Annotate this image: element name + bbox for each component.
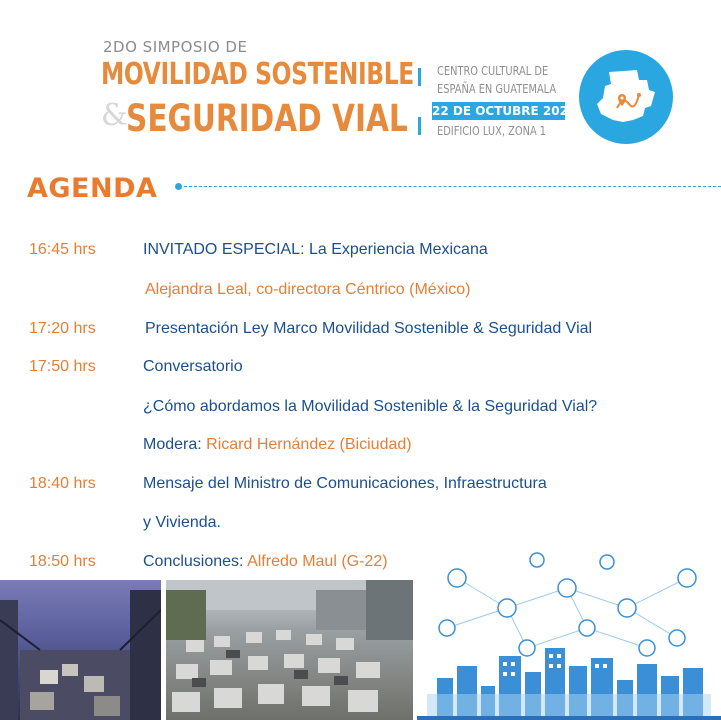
venue-line1: CENTRO CULTURAL DE bbox=[437, 64, 549, 78]
agenda-time: 18:50 hrs bbox=[29, 553, 96, 570]
venue-address: EDIFICIO LUX, ZONA 1 bbox=[437, 124, 547, 138]
smart-city-illustration bbox=[417, 548, 721, 720]
moderator-name: Ricard Hernández (Biciudad) bbox=[206, 436, 412, 453]
divider-bar-bottom bbox=[418, 117, 421, 135]
conclusions-label: Conclusiones: bbox=[143, 553, 244, 570]
street-traffic-photo bbox=[0, 580, 161, 720]
guatemala-map-logo bbox=[579, 50, 673, 144]
event-title-line1: MOVILIDAD SOSTENIBLE bbox=[101, 57, 414, 92]
divider-bar-top bbox=[418, 68, 421, 86]
agenda-divider-line bbox=[184, 186, 721, 187]
agenda-description: Presentación Ley Marco Movilidad Sostenible & Seguridad Vial bbox=[145, 320, 593, 337]
agenda-time: 17:20 hrs bbox=[29, 320, 96, 337]
agenda-description: y Vivienda. bbox=[143, 514, 221, 531]
traffic-jam-photo bbox=[166, 580, 413, 720]
venue-line2: ESPAÑA EN GUATEMALA bbox=[437, 82, 557, 96]
moderator-label: Modera: bbox=[143, 436, 202, 453]
agenda-time: 18:40 hrs bbox=[29, 475, 96, 492]
agenda-heading: AGENDA bbox=[27, 173, 158, 204]
agenda-description: Mensaje del Ministro de Comunicaciones, Infraestructura bbox=[143, 475, 547, 492]
agenda-description: INVITADO ESPECIAL: La Experiencia Mexicana bbox=[143, 241, 488, 258]
event-title-line2: SEGURIDAD VIAL bbox=[126, 97, 408, 140]
agenda-description: ¿Cómo abordamos la Movilidad Sostenible & la Seguridad Vial? bbox=[143, 398, 598, 415]
event-title-ampersand: & bbox=[101, 98, 128, 133]
agenda-description: Conversatorio bbox=[143, 358, 243, 375]
agenda-divider-dot bbox=[175, 183, 182, 190]
agenda-time: 16:45 hrs bbox=[29, 241, 96, 258]
agenda-time: 17:50 hrs bbox=[29, 358, 96, 375]
agenda-conclusions bbox=[143, 553, 388, 571]
symposium-edition: 2DO SIMPOSIO DE bbox=[103, 38, 248, 56]
agenda-speaker: Alejandra Leal, co-directora Céntrico (México) bbox=[145, 281, 471, 298]
event-date-badge: 22 DE OCTUBRE 2024 bbox=[432, 104, 577, 118]
conclusions-speaker: Alfredo Maul (G-22) bbox=[247, 553, 388, 570]
agenda-moderator bbox=[143, 436, 412, 454]
